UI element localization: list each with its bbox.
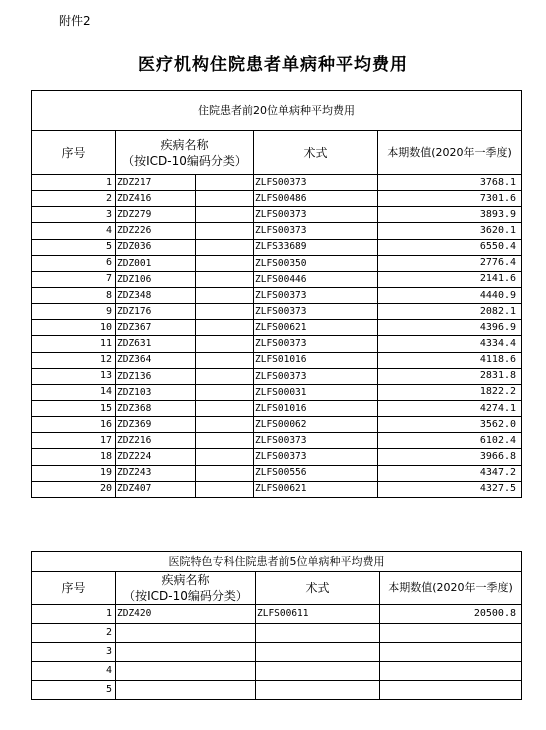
average-cost-value: 3966.8: [378, 449, 522, 465]
empty-cell: [196, 175, 254, 191]
empty-cell: [196, 352, 254, 368]
col-header-seq: 序号: [32, 572, 116, 605]
row-number: 17: [32, 433, 116, 449]
average-cost-value: 2082.1: [378, 304, 522, 320]
disease-code: ZDZ176: [116, 304, 196, 320]
document-title: 医疗机构住院患者单病种平均费用: [138, 55, 408, 75]
procedure-code: ZLFS33689: [254, 239, 378, 255]
empty-cell: [196, 368, 254, 384]
row-number: 12: [32, 352, 116, 368]
col-header-disease-note: （按ICD-10编码分类）: [122, 153, 247, 168]
empty-cell: [196, 465, 254, 481]
table-row: [32, 465, 522, 481]
procedure-code: ZLFS01016: [254, 352, 378, 368]
procedure-code: ZLFS00373: [254, 223, 378, 239]
average-cost-value: [380, 662, 522, 681]
disease-code: [116, 681, 256, 700]
average-cost-value: 2831.8: [378, 368, 522, 384]
disease-code: ZDZ106: [116, 271, 196, 287]
average-cost-value: 3893.9: [378, 207, 522, 223]
empty-cell: [196, 384, 254, 400]
procedure-code: ZLFS00373: [254, 175, 378, 191]
row-number: 3: [32, 207, 116, 223]
disease-code: ZDZ348: [116, 287, 196, 303]
disease-code: ZDZ420: [116, 605, 256, 624]
row-number: 1: [32, 175, 116, 191]
average-cost-value: 4347.2: [378, 465, 522, 481]
col-header-disease: [116, 572, 256, 605]
empty-cell: [196, 239, 254, 255]
empty-cell: [196, 336, 254, 352]
average-cost-value: 3768.1: [378, 175, 522, 191]
disease-code: ZDZ103: [116, 384, 196, 400]
disease-code: ZDZ226: [116, 223, 196, 239]
procedure-code: [256, 624, 380, 643]
table-row: [32, 336, 522, 352]
row-number: 2: [32, 624, 116, 643]
table-caption: 住院患者前20位单病种平均费用: [32, 91, 522, 131]
row-number: 19: [32, 465, 116, 481]
average-cost-value: 6550.4: [378, 239, 522, 255]
average-cost-value: 4327.5: [378, 481, 522, 497]
empty-cell: [196, 433, 254, 449]
procedure-code: ZLFS01016: [254, 400, 378, 416]
procedure-code: ZLFS00373: [254, 368, 378, 384]
table-row: [32, 417, 522, 433]
average-cost-value: 1822.2: [378, 384, 522, 400]
procedure-code: ZLFS00031: [254, 384, 378, 400]
average-cost-value: [380, 681, 522, 700]
row-number: 5: [32, 681, 116, 700]
col-header-procedure: 术式: [256, 572, 380, 605]
average-cost-value: [380, 643, 522, 662]
procedure-code: ZLFS00350: [254, 255, 378, 271]
table-row: [32, 223, 522, 239]
top20-cost-table: [31, 90, 522, 498]
col-header-value: 本期数值(2020年一季度): [378, 131, 522, 175]
table-row: [32, 207, 522, 223]
empty-cell: [196, 417, 254, 433]
disease-code: [116, 662, 256, 681]
disease-code: ZDZ367: [116, 320, 196, 336]
procedure-code: ZLFS00373: [254, 287, 378, 303]
table-body: [32, 605, 522, 700]
disease-code: ZDZ224: [116, 449, 196, 465]
disease-code: ZDZ243: [116, 465, 196, 481]
row-number: 7: [32, 271, 116, 287]
row-number: 4: [32, 223, 116, 239]
row-number: 14: [32, 384, 116, 400]
table-row: [32, 191, 522, 207]
procedure-code: [256, 643, 380, 662]
specialty-top5-cost-table: [31, 551, 522, 700]
procedure-code: ZLFS00621: [254, 481, 378, 497]
disease-code: ZDZ368: [116, 400, 196, 416]
average-cost-value: 4274.1: [378, 400, 522, 416]
disease-code: [116, 624, 256, 643]
table-row: [32, 287, 522, 303]
empty-cell: [196, 481, 254, 497]
table-row: [32, 400, 522, 416]
col-header-seq: 序号: [32, 131, 116, 175]
procedure-code: ZLFS00611: [256, 605, 380, 624]
row-number: 2: [32, 191, 116, 207]
row-number: 6: [32, 255, 116, 271]
empty-cell: [196, 255, 254, 271]
procedure-code: ZLFS00556: [254, 465, 378, 481]
procedure-code: [256, 662, 380, 681]
col-header-disease-name: 疾病名称: [160, 137, 209, 152]
procedure-code: ZLFS00373: [254, 449, 378, 465]
col-header-value: 本期数值(2020年一季度): [380, 572, 522, 605]
average-cost-value: 2776.4: [378, 255, 522, 271]
row-number: 9: [32, 304, 116, 320]
average-cost-value: 6102.4: [378, 433, 522, 449]
row-number: 13: [32, 368, 116, 384]
row-number: 11: [32, 336, 116, 352]
average-cost-value: 7301.6: [378, 191, 522, 207]
row-number: 5: [32, 239, 116, 255]
table-row: [32, 643, 522, 662]
disease-code: ZDZ136: [116, 368, 196, 384]
table-row: [32, 481, 522, 497]
procedure-code: [256, 681, 380, 700]
procedure-code: ZLFS00373: [254, 336, 378, 352]
col-header-disease-name: 疾病名称: [161, 573, 210, 587]
row-number: 20: [32, 481, 116, 497]
average-cost-value: [380, 624, 522, 643]
row-number: 15: [32, 400, 116, 416]
average-cost-value: 4396.9: [378, 320, 522, 336]
row-number: 8: [32, 287, 116, 303]
empty-cell: [196, 449, 254, 465]
table-row: [32, 384, 522, 400]
empty-cell: [196, 191, 254, 207]
disease-code: [116, 643, 256, 662]
row-number: 16: [32, 417, 116, 433]
row-number: 18: [32, 449, 116, 465]
empty-cell: [196, 207, 254, 223]
col-header-procedure: 术式: [254, 131, 378, 175]
average-cost-value: 2141.6: [378, 271, 522, 287]
average-cost-value: 4440.9: [378, 287, 522, 303]
table-row: [32, 304, 522, 320]
row-number: 3: [32, 643, 116, 662]
procedure-code: ZLFS00446: [254, 271, 378, 287]
disease-code: ZDZ407: [116, 481, 196, 497]
table-row: [32, 352, 522, 368]
procedure-code: ZLFS00621: [254, 320, 378, 336]
procedure-code: ZLFS00373: [254, 304, 378, 320]
table-row: [32, 320, 522, 336]
table-row: [32, 271, 522, 287]
empty-cell: [196, 271, 254, 287]
table-row: [32, 255, 522, 271]
average-cost-value: 3620.1: [378, 223, 522, 239]
row-number: 1: [32, 605, 116, 624]
table-body: [32, 175, 522, 498]
table-row: [32, 433, 522, 449]
row-number: 10: [32, 320, 116, 336]
empty-cell: [196, 304, 254, 320]
disease-code: ZDZ217: [116, 175, 196, 191]
disease-code: ZDZ036: [116, 239, 196, 255]
procedure-code: ZLFS00373: [254, 433, 378, 449]
average-cost-value: 4334.4: [378, 336, 522, 352]
disease-code: ZDZ279: [116, 207, 196, 223]
table-row: [32, 662, 522, 681]
procedure-code: ZLFS00486: [254, 191, 378, 207]
table-row: [32, 175, 522, 191]
col-header-disease: [116, 131, 254, 175]
table-row: [32, 681, 522, 700]
average-cost-value: 3562.0: [378, 417, 522, 433]
procedure-code: ZLFS00062: [254, 417, 378, 433]
disease-code: ZDZ364: [116, 352, 196, 368]
empty-cell: [196, 287, 254, 303]
attachment-label: 附件2: [59, 14, 91, 28]
procedure-code: ZLFS00373: [254, 207, 378, 223]
table-caption: 医院特色专科住院患者前5位单病种平均费用: [32, 552, 522, 572]
table-row: [32, 624, 522, 643]
row-number: 4: [32, 662, 116, 681]
table-row: [32, 239, 522, 255]
disease-code: ZDZ216: [116, 433, 196, 449]
disease-code: ZDZ416: [116, 191, 196, 207]
empty-cell: [196, 400, 254, 416]
disease-code: ZDZ001: [116, 255, 196, 271]
average-cost-value: 20500.8: [380, 605, 522, 624]
average-cost-value: 4118.6: [378, 352, 522, 368]
table-row: [32, 368, 522, 384]
table-row: [32, 449, 522, 465]
table-row: [32, 605, 522, 624]
empty-cell: [196, 223, 254, 239]
col-header-disease-note: （按ICD-10编码分类）: [123, 589, 248, 603]
disease-code: ZDZ369: [116, 417, 196, 433]
disease-code: ZDZ631: [116, 336, 196, 352]
empty-cell: [196, 320, 254, 336]
